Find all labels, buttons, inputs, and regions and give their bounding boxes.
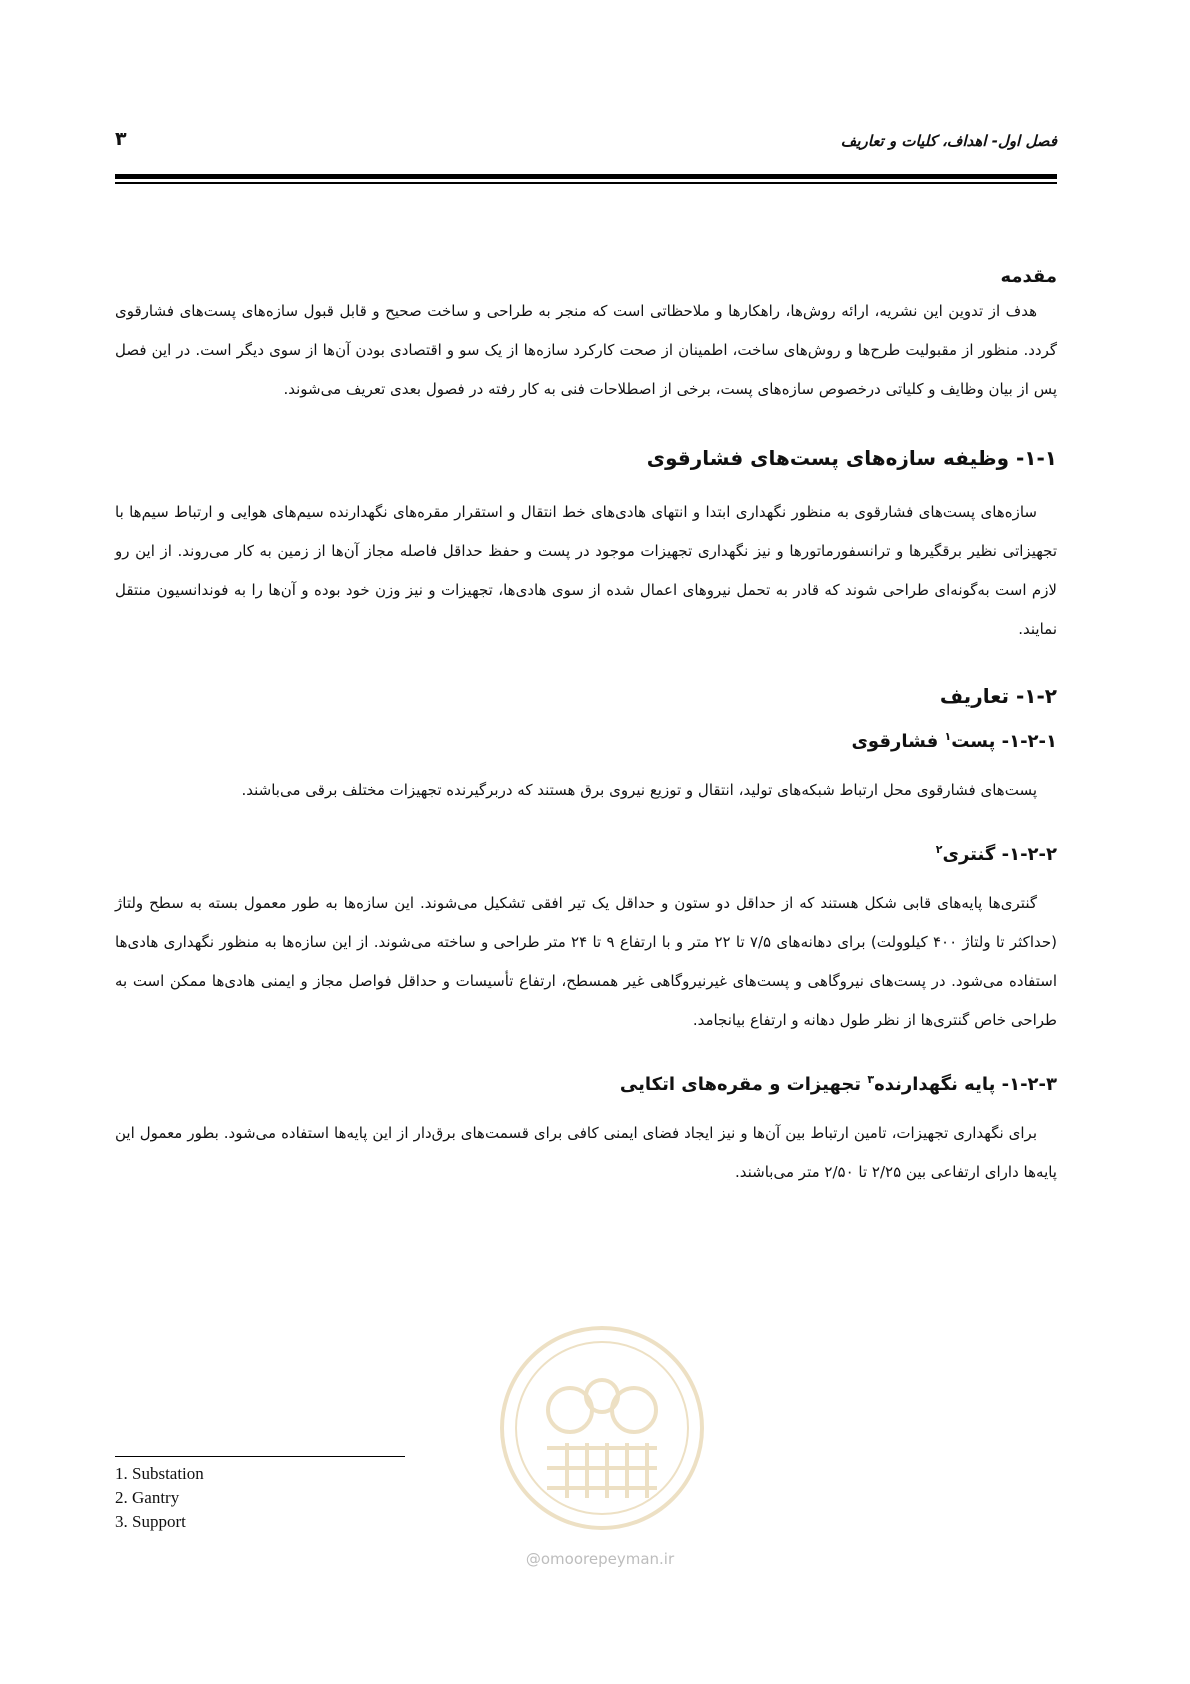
section-2-heading: ۱-۲- تعاریف xyxy=(939,684,1057,708)
subsection-3-heading xyxy=(115,1070,1057,1100)
subsection-2-title: ۱-۲-۲- گنتری xyxy=(942,844,1057,865)
footnote-rule xyxy=(115,1456,405,1457)
footnote-ref-2: ۲ xyxy=(935,843,943,856)
chapter-title: فصل اول- اهداف، کلیات و تعاریف xyxy=(840,132,1057,150)
subsection-1-paragraph: پست‌های فشارقوی محل ارتباط شبکه‌های تولید، انتقال و توزیع نیروی برق هستند که دربرگیرنده تجهیزات مختلف برقی می‌باشند. xyxy=(241,781,1037,799)
subsection-1-heading xyxy=(115,727,1057,757)
section-1-heading: ۱-۱- وظیفه سازه‌های پست‌های فشارقوی xyxy=(646,446,1057,470)
subsection-3-title: ۱-۲-۳- پایه نگهدارنده xyxy=(874,1074,1057,1095)
header-rule-thick xyxy=(115,174,1057,179)
footnote-2: 2. Gantry xyxy=(115,1488,180,1507)
intro-paragraph: هدف از تدوین این نشریه، ارائه روش‌ها، راهکارها و ملاحظاتی است که منجر به طراحی و ساخت صحیح و قابل قبول سازه‌های پست‌های فشارقوی گردد. منظور از مقبولیت طرح‌ها و روش‌های ساخت، اطمینان از صحت کارکرد سازه‌ها از یک سو و اقتصادی بودن آن‌ها از سوی دیگر است. در این فصل پس از بیان وظایف و کلیاتی درخصوص سازه‌های پست، برخی از اصطلاحات فنی به کار رفته در فصول بعدی تعریف می‌شوند. xyxy=(115,302,1057,398)
page-content xyxy=(115,262,1057,1192)
subsection-2-paragraph: گنتری‌ها پایه‌های قابی شکل هستند که از حداقل دو ستون و حداقل یک تیر افقی تشکیل می‌شوند. این سازه‌ها به طور معمول بسته به سطح ولتاژ (حداکثر تا ولتاژ ۴۰۰ کیلوولت) برای دهانه‌های ۷/۵ تا ۲۲ متر و با ارتفاع ۹ تا ۲۴ متر طراحی و ساخته می‌شوند. از این سازه‌ها به منظور نگهداری هادی‌ها استفاده می‌شود. در پست‌های نیروگاهی و پست‌های غیرنیروگاهی غیر همسطح، ارتفاع تأسیسات و حداقل فواصل مجاز و ایمنی هادی‌ها ممکن است به طراحی خاص گنتری‌ها از نظر طول دهانه و ارتفاع بیانجامد. xyxy=(115,894,1057,1029)
footnote-ref-3: ۳ xyxy=(867,1073,875,1086)
header-rule-thin xyxy=(115,182,1057,184)
footnote-3: 3. Support xyxy=(115,1512,186,1531)
subsection-2-heading xyxy=(115,840,1057,870)
page-number: ۳ xyxy=(115,128,127,150)
subsection-3-title-end: تجهیزات و مقره‌های اتکایی xyxy=(619,1074,868,1095)
watermark-site: @omoorepeyman.ir xyxy=(525,1550,675,1568)
footnote-1: 1. Substation xyxy=(115,1464,204,1483)
subsection-1-title-end: فشارقوی xyxy=(851,731,945,752)
section-1-paragraph: سازه‌های پست‌های فشارقوی به منظور نگهداری ابتدا و انتهای هادی‌های خط انتقال و استقرار مقره‌های نگهدارنده سیم‌های هوایی و ارتباط سیم‌ها با تجهیزاتی نظیر برقگیرها و ترانسفورماتورها و نیز نگهداری تجهیزات موجود در پست و حفظ حداقل فاصله مجاز آن‌ها از زمین به کار می‌روند. از این رو لازم است به‌گونه‌ای طراحی شوند که قادر به تحمل نیروهای اعمال شده از سوی هادی‌ها، تجهیزات و نیز وزن خود بوده و آن‌ها را به فوندانسیون منتقل نمایند. xyxy=(115,503,1057,638)
subsection-3-paragraph: برای نگهداری تجهیزات، تامین ارتباط بین آن‌ها و نیز ایجاد فضای ایمنی کافی برای قسمت‌های برق‌دار از این پایه‌ها استفاده می‌شود. بطور معمول این پایه‌ها دارای ارتفاعی بین ۲/۲۵ تا ۲/۵۰ متر می‌باشند. xyxy=(115,1124,1057,1181)
page-header xyxy=(115,118,1057,158)
footnotes xyxy=(115,1462,204,1534)
footnote-ref-1: ۱ xyxy=(944,730,952,743)
subsection-1-title: ۱-۲-۱- پست xyxy=(951,731,1057,752)
intro-heading: مقدمه xyxy=(1000,266,1057,287)
watermark-seal-icon xyxy=(492,1318,712,1538)
